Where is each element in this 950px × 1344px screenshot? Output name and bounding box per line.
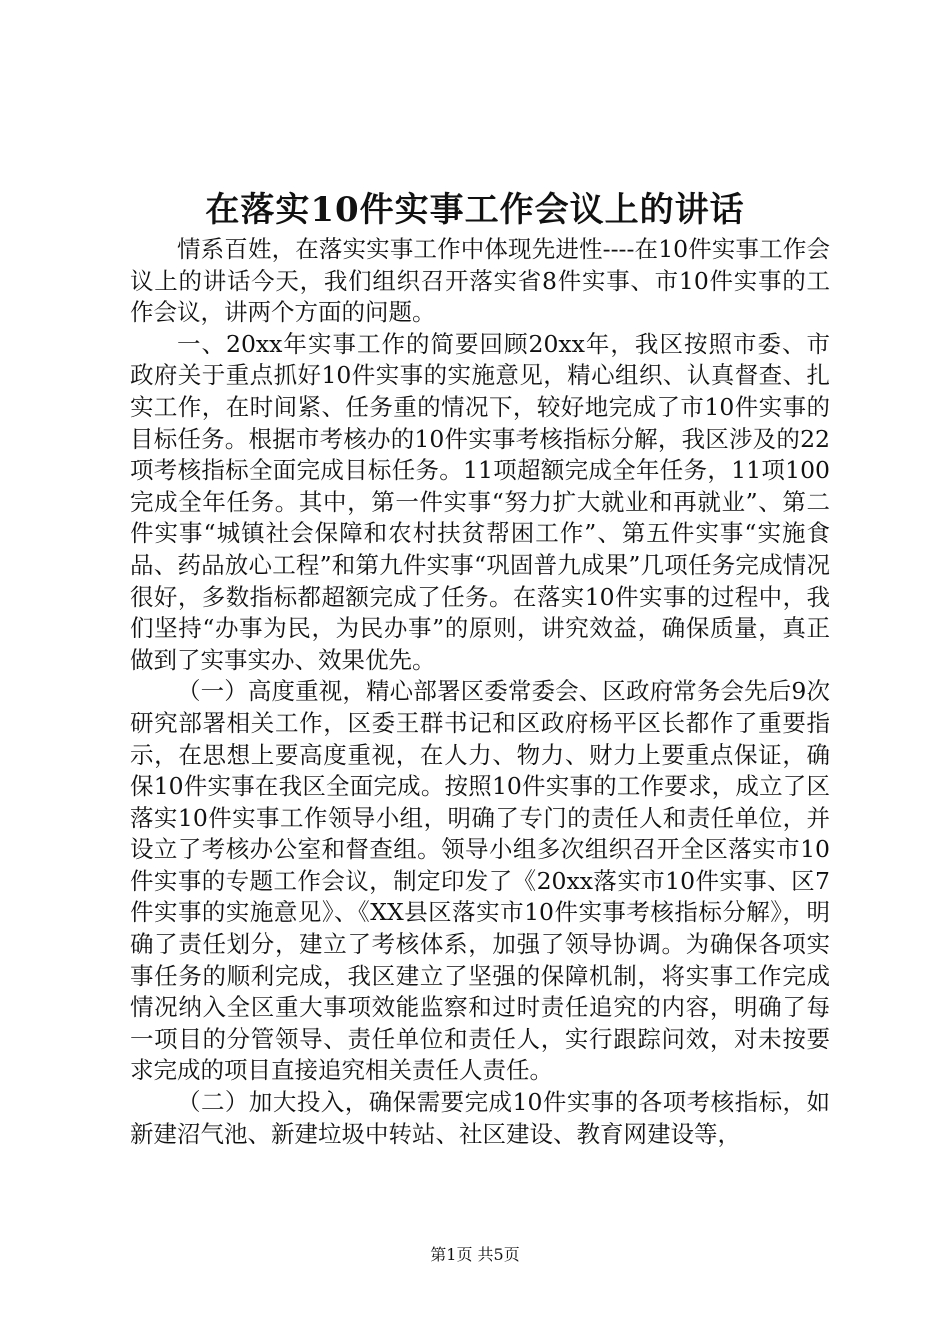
document-body [130,234,830,1150]
document-title: 在落实10件实事工作会议上的讲话 [205,190,745,230]
page-number-footer: 第1页 共5页 [430,1245,520,1264]
paragraph-review: 一、20xx年实事工作的简要回顾20xx年，我区按照市委、市政府关于重点抓好10件实事的实施意见，精心组织、认真督查、扎实工作，在时间紧、任务重的情况下，较好地完成了市10件实事的目标任务。根据市考核办的10件实事考核指标分解，我区涉及的22项考核指标全面完成目标任务。11项超额完成全年任务，11项100完成全年任务。其中，第一件实事“努力扩大就业和再就业”、第二件实事“城镇社会保障和农村扶贫帮困工作”、第五件实事“实施食品、药品放心工程”和第九件实事“巩固普九成果”几项任务完成情况很好，多数指标都超额完成了任务。在落实10件实事的过程中，我们坚持“办事为民，为民办事”的原则，讲究效益，确保质量，真正做到了实事实办、效果优先。 [130,329,830,674]
paragraph-section-2: （二）加大投入，确保需要完成10件实事的各项考核指标，如新建沼气池、新建垃圾中转站、社区建设、教育网建设等， [130,1088,830,1148]
paragraph-section-1: （一）高度重视，精心部署区委常委会、区政府常务会先后9次研究部署相关工作，区委王群书记和区政府杨平区长都作了重要指示，在思想上要高度重视，在人力、物力、财力上要重点保证，确保10件实事在我区全面完成。按照10件实事的工作要求，成立了区落实10件实事工作领导小组，明确了专门的责任人和责任单位，并设立了考核办公室和督查组。领导小组多次组织召开全区落实市10件实事的专题工作会议，制定印发了《20xx落实市10件实事、区7件实事的实施意见》、《XX县区落实市10件实事考核指标分解》，明确了责任划分，建立了考核体系，加强了领导协调。为确保各项实事任务的顺利完成，我区建立了坚强的保障机制，将实事工作完成情况纳入全区重大事项效能监察和过时责任追究的内容，明确了每一项目的分管领导、责任单位和责任人，实行跟踪问效，对未按要求完成的项目直接追究相关责任人责任。 [130,677,830,1085]
paragraph-intro: 情系百姓，在落实实事工作中体现先进性----在10件实事工作会议上的讲话今天，我们组织召开落实省8件实事、市10件实事的工作会议，讲两个方面的问题。 [130,235,830,327]
